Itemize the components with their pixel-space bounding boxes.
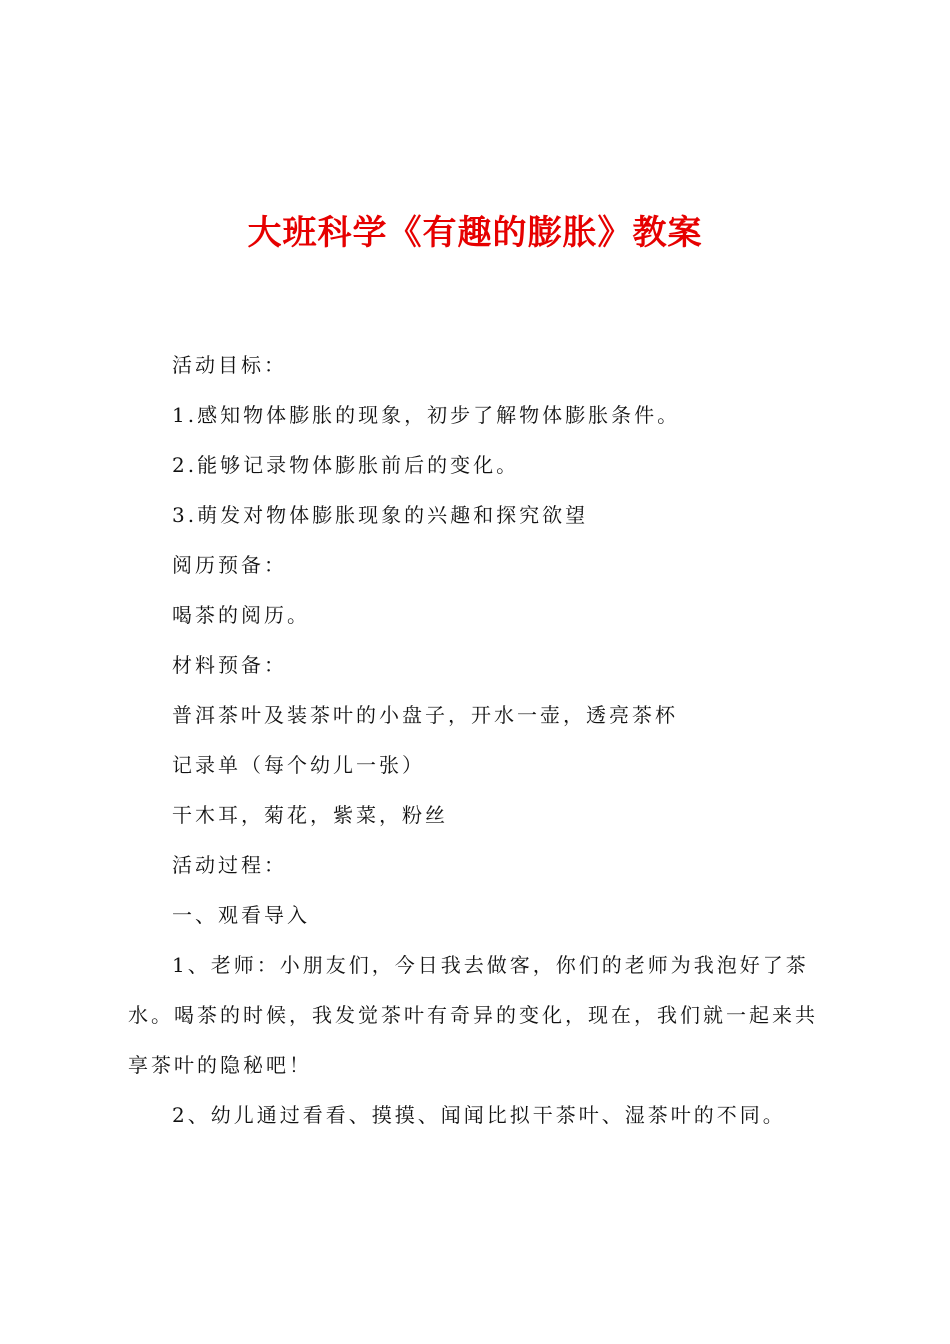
paragraph-5: 阅历预备： — [172, 553, 287, 577]
paragraph-7: 材料预备： — [172, 653, 287, 677]
paragraph-1: 活动目标： — [172, 353, 287, 377]
paragraph-2: 1.感知物体膨胀的现象，初步了解物体膨胀条件。 — [172, 403, 681, 427]
paragraph-14: 2、幼儿通过看看、摸摸、闻闻比拟干茶叶、湿茶叶的不同。 — [172, 1103, 786, 1127]
paragraph-9: 记录单（每个幼儿一张） — [172, 753, 425, 777]
paragraph-6: 喝茶的阅历。 — [172, 603, 310, 627]
paragraph-11: 活动过程： — [172, 853, 287, 877]
paragraph-8: 普洱茶叶及装茶叶的小盘子，开水一壶，透亮茶杯 — [172, 703, 678, 727]
document-title: 大班科学《有趣的膨胀》教案 — [247, 213, 703, 253]
paragraph-10: 干木耳，菊花，紫菜，粉丝 — [172, 803, 448, 827]
paragraph-12: 一、观看导入 — [172, 903, 310, 927]
paragraph-4: 3.萌发对物体膨胀现象的兴趣和探究欲望 — [172, 503, 589, 527]
paragraph-13: 1、老师：小朋友们，今日我去做客，你们的老师为我泡好了茶水。喝茶的时候，我发觉茶叶有奇异的变化，现在，我们就一起来共享茶叶的隐秘吧！ — [128, 953, 818, 1077]
paragraph-3: 2.能够记录物体膨胀前后的变化。 — [172, 453, 520, 477]
